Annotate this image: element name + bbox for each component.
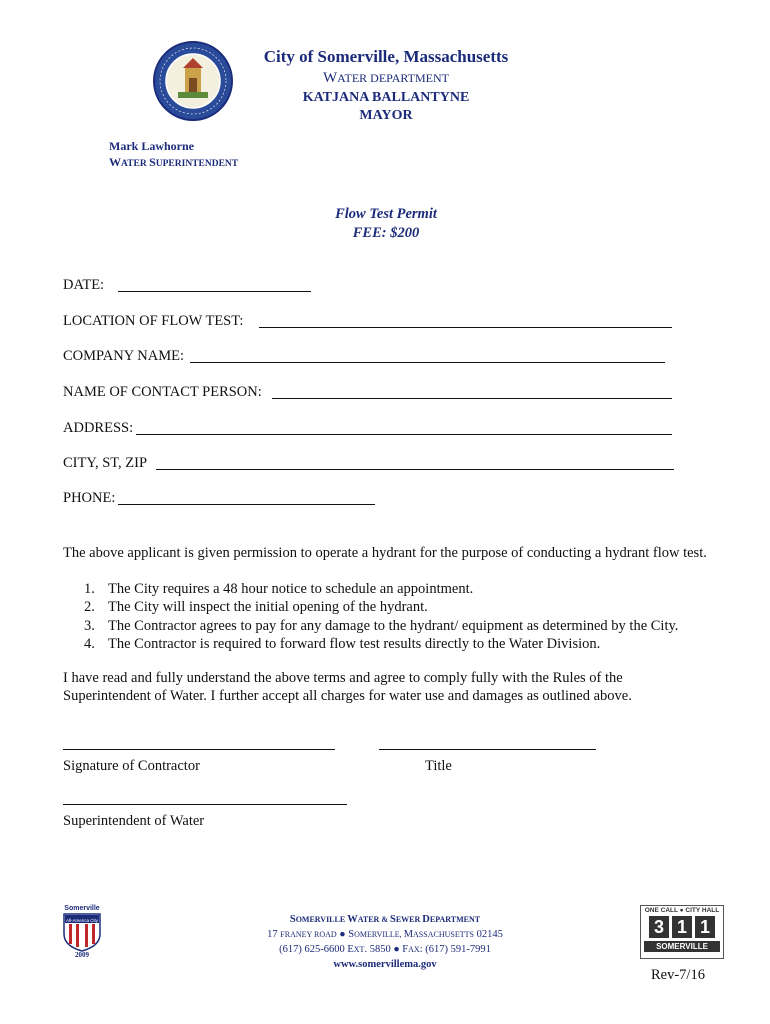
city-seal-icon [152,40,234,122]
title-signature-line[interactable] [379,749,596,750]
superintendent-signature-label: Superintendent of Water [63,813,205,829]
agreement-text: I have read and fully understand the above terms and agree to comply fully with the Rules of the Superintendent of Water. I further accept all charges for water use and damages as outlined above. [63,670,632,704]
contractor-signature-line[interactable] [63,749,335,750]
mayor-title: MAYOR [359,108,413,123]
address-field[interactable] [136,434,672,435]
department-name: WATER DEPARTMENT [322,70,449,86]
list-item: 1. The City requires a 48 hour notice to schedule an appointment. [84,581,474,597]
mayor-block [230,89,542,125]
footer-contact [210,912,560,972]
city-field[interactable] [156,469,674,470]
somerville-311-icon: ONE CALL ● CITY HALL 3 1 1 SOMERVILLE [640,905,724,959]
city-title: City of Somerville, Massachusetts [263,47,509,66]
superintendent-name: Mark Lawhorne [109,139,194,153]
permit-title: Flow Test Permit [335,206,437,222]
city-label: CITY, ST, ZIP [63,455,148,471]
date-label: DATE: [63,277,105,293]
all-america-city-shield-icon: Somerville All-America City 2009 [64,905,100,959]
title-label: Title [425,758,452,774]
conditions-list [63,580,723,653]
phone-label: PHONE: [63,490,116,506]
superintendent-title: WATER SUPERINTENDENT [109,155,239,169]
superintendent-block [109,138,238,172]
address-label: ADDRESS: [63,420,134,436]
location-field[interactable] [259,327,672,328]
permission-text: The above applicant is given permission to operate a hydrant for the purpose of conducting a hydrant flow test. [63,545,707,561]
footer-website[interactable]: www.somervillema.gov [333,959,437,970]
footer-phone: (617) 625-6600 EXT. 5850 ● FAX: (617) 591-7991 [279,944,491,955]
superintendent-signature-line[interactable] [63,804,347,805]
location-label: LOCATION OF FLOW TEST: [63,313,244,329]
contractor-signature-label: Signature of Contractor [63,758,200,774]
footer-address: 17 FRANEY ROAD ● SOMERVILLE, MASSACHUSETTS 02145 [267,929,503,940]
contact-field[interactable] [272,398,672,399]
permit-heading [230,205,542,243]
company-field[interactable] [190,362,665,363]
footer-department: SOMERVILLE WATER & SEWER DEPARTMENT [289,914,481,925]
revision-label: Rev-7/16 [651,967,705,983]
company-label: COMPANY NAME: [63,348,184,364]
contact-label: NAME OF CONTACT PERSON: [63,384,262,400]
mayor-name: KATJANA BALLANTYNE [302,90,470,105]
date-field[interactable] [118,291,311,292]
list-item: 4. The Contractor is required to forward flow test results directly to the Water Division. [84,635,601,652]
list-item: 2. The City will inspect the initial opening of the hydrant. [84,599,428,616]
phone-field[interactable] [118,504,375,505]
list-item: 3. The Contractor agrees to pay for any damage to the hydrant/ equipment as determined by the City. [84,617,679,634]
permit-fee: FEE: $200 [352,225,420,241]
